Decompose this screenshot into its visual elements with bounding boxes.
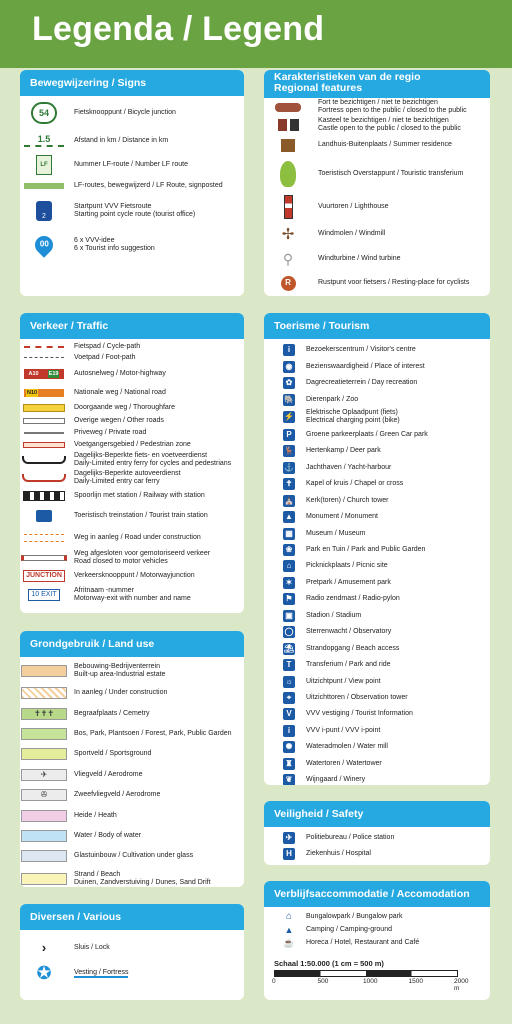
landuse-row: Bebouwing-Bedrijventerrein Built-up area-Industrial estate xyxy=(20,659,244,683)
tourism-row: ☼ Uitzichtpunt / View point xyxy=(278,673,490,689)
coffee-cup-icon: ☕ xyxy=(283,937,295,948)
view-point-icon: ☼ xyxy=(283,676,295,688)
landuse-row: Strand / Beach Duinen, Zandverstuiving / Dunes, Sand Drift xyxy=(20,867,244,887)
landuse-row: Glastuinbouw / Cultivation under glass xyxy=(20,846,244,866)
sign-row-bicycle-junction: 54 Fietsknooppunt / Bicycle junction xyxy=(20,96,244,130)
motorway-line: A10 E19 xyxy=(24,369,64,379)
tourism-row: P Groene parkeerplaats / Green Car park xyxy=(278,427,490,443)
regional-row-resting-place: R Rustpunt voor fietsers / Resting-place for cyclists xyxy=(264,272,490,294)
tourism-row: ⛱ Strandopgang / Beach access xyxy=(283,643,400,653)
traffic-row-cycle-path: Fietspad / Cycle-path xyxy=(20,341,244,352)
landuse-row: Heide / Heath xyxy=(20,805,244,825)
traffic-row-other-roads: Overige wegen / Other roads xyxy=(20,415,244,427)
wind-turbine-icon: ⚲ xyxy=(282,251,294,267)
tourism-row: i VVV i-punt / VVV i-point xyxy=(278,723,490,739)
tourism-row: ◉ Bezienswaardigheid / Place of interest xyxy=(278,358,490,374)
scale-tick-label: 0 xyxy=(272,978,276,985)
accommodation-panel xyxy=(264,881,490,1000)
national-road-line: N10 xyxy=(24,389,64,397)
windmill-icon: ✢ xyxy=(281,225,295,243)
tourism-row: ❀ Park en Tuin / Park and Public Garden xyxy=(278,542,490,558)
tourism-row: ⌖ Uitzichttoren / Observation tower xyxy=(278,690,490,706)
regional-row-transferium: Toeristisch Overstappunt / Touristic transferium xyxy=(264,156,490,192)
bungalow-icon: ⌂ xyxy=(285,910,293,922)
transferium-icon xyxy=(280,161,296,187)
tourism-row: ✝ Kapel of kruis / Chapel or cross xyxy=(278,476,490,492)
glider-field-swatch: ✇ xyxy=(21,789,67,801)
tourism-row: ⚡ Elektrische Oplaadpunt (fiets) Electrical charging point (bike) xyxy=(284,409,400,425)
tourism-row: T Transferium / Park and ride xyxy=(278,657,490,673)
traffic-row-road-construction: Weg in aanleg / Road under construction xyxy=(20,527,244,549)
water-mill-icon: ✺ xyxy=(283,741,295,753)
cemetery-swatch: ✝✝✝ xyxy=(21,708,67,720)
traffic-title: Verkeer / Traffic xyxy=(20,313,244,339)
accommodation-title: Verblijfsaccommodatie / Accomodation xyxy=(264,881,490,907)
tourism-row: V VVV vestiging / Tourist Information xyxy=(278,706,490,722)
aerodrome-swatch: ✈ xyxy=(21,769,67,781)
i-point-icon: i xyxy=(283,725,295,737)
tourism-row: i Bezoekerscentrum / Visitor's centre xyxy=(278,342,490,358)
tourism-row: ⛪ Kerk(toren) / Church tower xyxy=(284,495,389,505)
traffic-row-railway: Spoorlijn met station / Railway with station xyxy=(20,487,244,505)
parking-icon: P xyxy=(283,429,295,441)
lf-route-icon: LF xyxy=(36,155,52,175)
radio-pylon-icon: ⚑ xyxy=(283,593,295,605)
built-up-swatch xyxy=(21,665,67,677)
safety-title: Veiligheid / Safety xyxy=(264,801,490,827)
picnic-icon: ⌂ xyxy=(283,560,295,572)
tourism-row: 🐘 Dierenpark / Zoo xyxy=(284,394,359,404)
safety-panel xyxy=(264,801,490,865)
landuse-row: Sportveld / Sportsground xyxy=(20,744,244,764)
junction-badge: JUNCTION xyxy=(23,570,65,582)
traffic-row-tourist-train: Toeristisch treinstation / Tourist train station xyxy=(20,505,244,527)
tourist-train-icon xyxy=(36,510,52,522)
fortress-icon xyxy=(275,103,301,112)
traffic-row-motorway: A10 E19 Autosnelweg / Motor-highway xyxy=(20,363,244,385)
sign-row-lf-signposted: LF-routes, bewegwijzerd / LF Route, signposted xyxy=(20,178,244,194)
regional-title: Karakteristieken van de regio Regional features xyxy=(264,70,490,98)
tourism-row: 🦌 Hertenkamp / Deer park xyxy=(284,446,381,456)
park-and-ride-icon: T xyxy=(283,659,295,671)
traffic-row-junction: JUNCTION Verkeersknooppunt / Motorwayjunction xyxy=(20,567,244,585)
traffic-row-ferry-cars: Dagelijks-Beperkte autoveerdienst Daily-Limited entry car ferry xyxy=(20,469,244,487)
legend-header xyxy=(0,0,512,68)
signs-panel xyxy=(20,70,244,296)
regional-row-summer-residence: Landhuis-Buitenplaats / Summer residence xyxy=(264,134,490,156)
heath-swatch xyxy=(21,810,67,822)
landuse-title: Grondgebruik / Land use xyxy=(20,631,244,657)
safety-row-hospital: H Ziekenhuis / Hospital xyxy=(278,846,490,862)
railway-station-icon xyxy=(23,491,65,501)
traffic-row-private-road: Priveweg / Private road xyxy=(20,427,244,439)
fortress-star-icon: ✪ xyxy=(36,963,52,983)
traffic-row-road-closed: Weg afgesloten voor gemotoriseerd verkeer Road closed to motor vehicles xyxy=(20,549,244,567)
amusement-park-icon: ✶ xyxy=(283,577,295,589)
scale-bar xyxy=(274,970,458,977)
tourism-row: ✿ Dagrecreatieterrein / Day recreation xyxy=(278,375,490,391)
tourism-row: ⚓ Jachthaven / Yacht-harbour xyxy=(284,462,392,472)
regional-row-wind-turbine: ⚲ Windturbine / Wind turbine xyxy=(282,251,401,267)
tourism-panel xyxy=(264,313,490,785)
various-row-lock: › Sluis / Lock xyxy=(41,940,110,955)
day-recreation-icon: ✿ xyxy=(283,377,295,389)
scale-tick-label: 500 xyxy=(317,978,329,985)
road-construction-line xyxy=(24,534,64,542)
tourism-row: ❦ Wijngaard / Winery xyxy=(278,772,490,785)
yacht-harbour-icon: ⚓ xyxy=(284,462,294,472)
water-tower-icon: ♜ xyxy=(283,758,295,770)
deer-park-icon: 🦌 xyxy=(284,446,294,456)
tourism-row: ▣ Stadion / Stadium xyxy=(278,608,490,624)
tourism-row: ✶ Pretpark / Amusement park xyxy=(278,575,490,591)
landuse-row: Water / Body of water xyxy=(20,826,244,846)
park-icon: ❀ xyxy=(283,544,295,556)
beach-swatch xyxy=(21,873,67,885)
castle-closed-icon xyxy=(290,119,299,131)
tourism-title: Toerisme / Tourism xyxy=(264,313,490,339)
accommodation-row-bungalow: ⌂ Bungalowpark / Bungalow park xyxy=(285,910,403,922)
tourism-row: ◯ Sterrenwacht / Observatory xyxy=(284,627,392,637)
accommodation-row-horeca: ☕ Horeca / Hotel, Restaurant and Café xyxy=(283,937,420,948)
sign-row-tourist-suggestion: 00 6 x VVV-idee 6 x Tourist info suggestion xyxy=(20,228,244,262)
map-pin-icon: 00 xyxy=(31,232,56,257)
traffic-row-exit: 10 EXIT Afritnaam -nummer Motorway-exit with number and name xyxy=(20,585,244,605)
observation-tower-icon: ⌖ xyxy=(283,692,295,704)
tourist-information-icon: V xyxy=(283,708,295,720)
sign-row-start-point: 2 Startpunt VVV Fietsroute Starting point cycle route (tourist office) xyxy=(20,194,244,228)
lock-chevron-icon: › xyxy=(41,940,47,955)
cycle-ferry-icon xyxy=(22,456,66,464)
private-road-line xyxy=(24,432,64,434)
scale-tick-label: 1500 xyxy=(408,978,423,985)
chapel-icon: ✝ xyxy=(283,478,295,490)
start-point-icon: 2 xyxy=(36,201,52,221)
forest-swatch xyxy=(21,728,67,740)
thoroughfare-line xyxy=(23,404,65,412)
manor-house-icon xyxy=(281,139,295,152)
landuse-row: ✇ Zweefvliegveld / Aerodrome xyxy=(20,785,244,805)
various-panel xyxy=(20,904,244,1000)
traffic-row-pedestrian-zone: Voetgangersgebied / Pedestrian zone xyxy=(20,439,244,451)
tourism-row: ⌂ Picknickplaats / Picnic site xyxy=(278,558,490,574)
stadium-icon: ▣ xyxy=(283,610,295,622)
various-title: Diversen / Various xyxy=(20,904,244,930)
scale-ticks xyxy=(270,978,470,992)
regional-row-windmill: ✢ Windmolen / Windmill xyxy=(281,225,386,243)
scale-label: Schaal 1:50.000 (1 cm = 500 m) xyxy=(274,959,384,968)
landuse-row: Bos, Park, Plantsoen / Forest, Park, Public Garden xyxy=(20,724,244,744)
landuse-panel xyxy=(20,631,244,887)
other-roads-line xyxy=(23,418,65,424)
regional-row-fortress: Fort te bezichtigen / niet te bezichtigen Fortress open to the public / closed to the public xyxy=(264,98,490,116)
lighthouse-icon xyxy=(284,195,293,219)
bicycle-junction-icon: 54 xyxy=(31,102,57,124)
castle-icon xyxy=(278,119,287,131)
tourism-row: ▦ Museum / Museum xyxy=(278,525,490,541)
accommodation-row-camping: ▲ Camping / Camping-ground xyxy=(284,924,392,935)
car-ferry-icon xyxy=(22,474,66,482)
church-icon: ⛪ xyxy=(284,495,294,505)
landuse-row: ✝✝✝ Begraafplaats / Cemetry xyxy=(20,703,244,723)
place-of-interest-icon: ◉ xyxy=(283,361,295,373)
info-icon: i xyxy=(283,344,295,356)
lf-route-line-icon xyxy=(24,183,64,189)
landuse-row: In aanleg / Under construction xyxy=(20,683,244,703)
zoo-icon: 🐘 xyxy=(284,394,294,404)
various-row-fortress: ✪ Vesting / Fortress xyxy=(36,963,129,983)
regional-panel xyxy=(264,70,490,296)
tourism-row: ✺ Wateradmolen / Water mill xyxy=(278,739,490,755)
road-closed-line xyxy=(21,555,67,561)
regional-row-castle: Kasteel te bezichtigen / niet te bezichtigen Castle open to the public / closed to the public xyxy=(264,116,490,134)
traffic-row-national-road: N10 Nationale weg / National road xyxy=(20,385,244,401)
regional-row-lighthouse: Vuurtoren / Lighthouse xyxy=(264,192,490,222)
tourism-row: ♜ Watertoren / Watertower xyxy=(278,756,490,772)
scale-tick-label: 1000 xyxy=(363,978,378,985)
sign-row-distance: 1.5 Afstand in km / Distance in km xyxy=(20,130,244,152)
safety-row-police: ✈ Politiebureau / Police station xyxy=(278,830,490,846)
cycle-path-line xyxy=(24,346,64,348)
winery-icon: ❦ xyxy=(283,774,295,785)
exit-badge: 10 EXIT xyxy=(28,589,59,601)
tourism-row: ⚑ Radio zendmast / Radio-pylon xyxy=(278,591,490,607)
scale-tick-label: 2000 m xyxy=(454,978,469,992)
traffic-row-ferry-cycles: Dagelijks-Beperkte fiets- en voetveerdienst Daily-Limited entry ferry for cycles and pedestrians xyxy=(20,451,244,469)
beach-access-icon: ⛱ xyxy=(283,643,295,653)
foot-path-line xyxy=(24,357,64,358)
monument-icon: ▲ xyxy=(283,511,295,523)
page-title: Legenda / Legend xyxy=(32,10,325,48)
hospital-icon: H xyxy=(283,848,295,860)
water-swatch xyxy=(21,830,67,842)
sportsground-swatch xyxy=(21,748,67,760)
distance-icon: 1.5 xyxy=(37,134,51,144)
under-construction-swatch xyxy=(21,687,67,699)
landuse-row: ✈ Vliegveld / Aerodrome xyxy=(20,765,244,785)
observatory-icon: ◯ xyxy=(284,627,294,637)
charging-point-icon: ⚡ xyxy=(284,412,294,422)
tourism-row: ▲ Monument / Monument xyxy=(278,509,490,525)
tent-icon: ▲ xyxy=(284,924,294,935)
glasshouse-swatch xyxy=(21,850,67,862)
resting-place-icon: R xyxy=(281,276,296,291)
pedestrian-zone-line xyxy=(23,442,65,448)
museum-icon: ▦ xyxy=(283,528,295,540)
traffic-row-thoroughfare: Doorgaande weg / Thoroughfare xyxy=(20,401,244,415)
sign-row-lf-number: LF Nummer LF-route / Number LF route xyxy=(20,152,244,178)
police-icon: ✈ xyxy=(283,832,295,844)
traffic-panel xyxy=(20,313,244,613)
traffic-row-foot-path: Voetpad / Foot-path xyxy=(20,352,244,363)
signs-title: Bewegwijzering / Signs xyxy=(20,70,244,96)
